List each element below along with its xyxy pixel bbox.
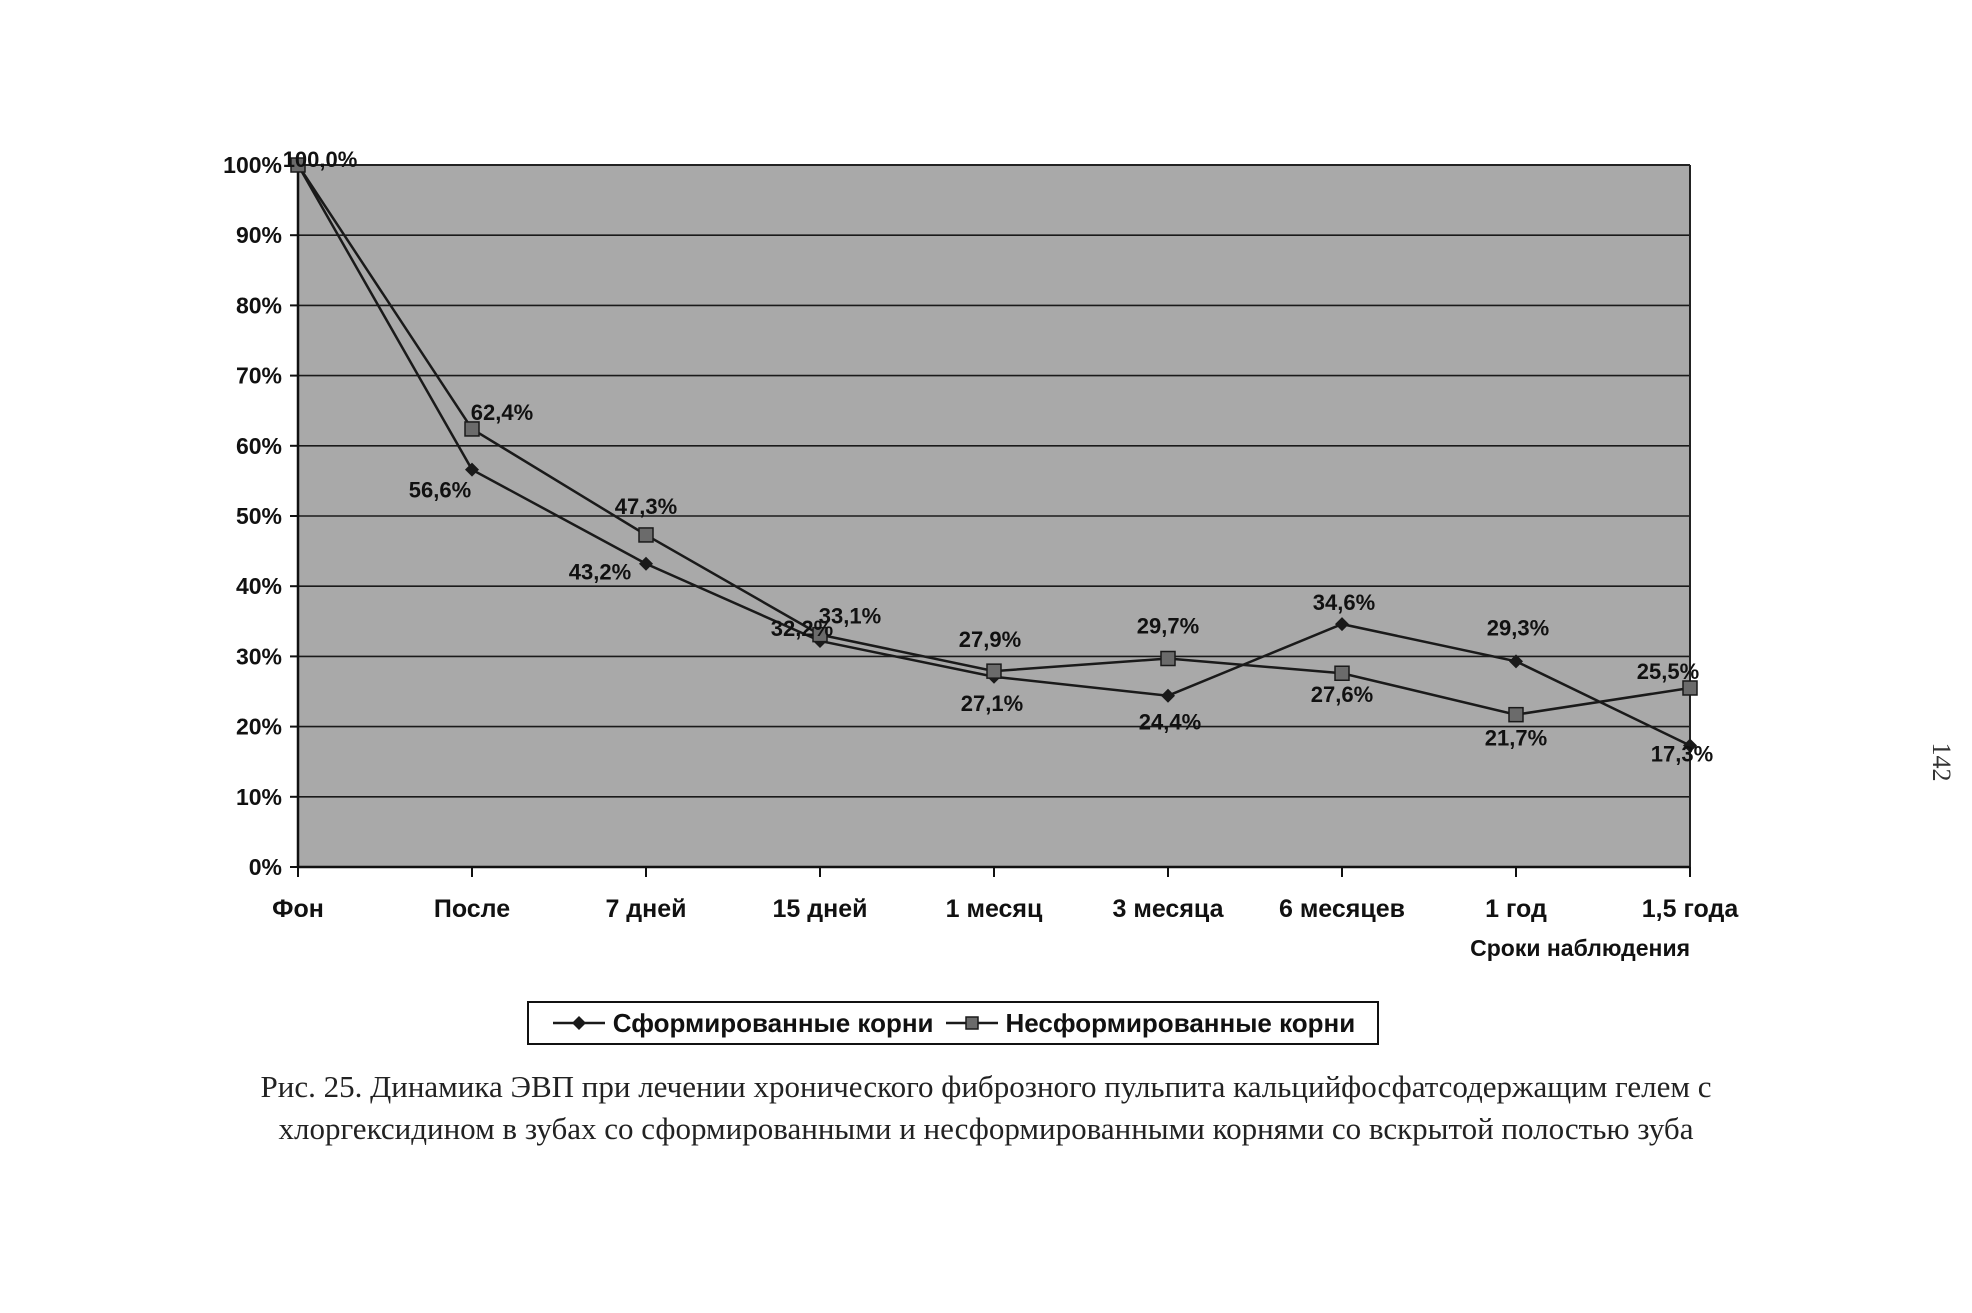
legend-diamond-marker-icon <box>551 1013 607 1033</box>
x-tick-label: 7 дней <box>605 895 687 923</box>
x-tick-label: После <box>433 895 511 923</box>
y-tick-label: 60% <box>235 432 282 459</box>
square-point <box>987 664 1001 678</box>
square-point <box>1335 666 1349 680</box>
x-tick-label: 1 месяц <box>945 895 1043 923</box>
figure-caption <box>120 1066 1852 1150</box>
legend-item-formed <box>551 1008 934 1039</box>
square-point <box>1161 652 1175 666</box>
legend-label-formed: Сформированные корни <box>612 1007 934 1038</box>
y-tick-label: 40% <box>235 573 282 600</box>
y-tick-label: 70% <box>235 362 282 389</box>
data-label: 24,4% <box>1138 709 1202 735</box>
data-label: 100,0% <box>282 147 358 172</box>
data-label: 33,1% <box>818 603 882 629</box>
x-tick-label: 1 год <box>1485 895 1547 923</box>
legend-square-marker-icon <box>944 1013 1000 1033</box>
data-label: 32,2% <box>770 615 834 641</box>
page-number: 142 <box>1927 742 1956 782</box>
x-tick-label: 15 дней <box>772 895 868 923</box>
data-label: 25,5% <box>1636 658 1700 684</box>
y-tick-label: 80% <box>235 292 282 319</box>
data-label: 21,7% <box>1484 725 1548 751</box>
x-tick-label: 3 месяца <box>1112 895 1224 923</box>
data-label: 29,7% <box>1136 613 1200 639</box>
x-tick-label: 6 месяцев <box>1278 895 1406 923</box>
data-label: 27,9% <box>958 627 1022 653</box>
square-point <box>1509 708 1523 722</box>
data-label: 43,2% <box>568 559 632 585</box>
data-label: 27,1% <box>960 690 1024 716</box>
data-label: 29,3% <box>1486 615 1550 641</box>
y-tick-label: 10% <box>235 783 282 810</box>
y-tick-label: 50% <box>235 503 282 529</box>
data-label: 47,3% <box>614 493 678 519</box>
data-label: 62,4% <box>470 399 534 425</box>
x-tick-label: Фон <box>272 895 324 923</box>
legend <box>527 1001 1379 1045</box>
data-label: 17,3% <box>1650 741 1714 767</box>
legend-label-unformed: Несформированные корни <box>1005 1007 1356 1038</box>
y-tick-label: 90% <box>235 222 282 249</box>
data-label: 27,6% <box>1310 682 1374 708</box>
y-tick-label: 20% <box>235 713 282 740</box>
x-tick-label: 1,5 года <box>1641 895 1739 923</box>
data-label: 34,6% <box>1312 590 1376 616</box>
y-tick-labels <box>223 152 282 880</box>
x-axis-title: Сроки наблюдения <box>1470 935 1690 961</box>
y-tick-label: 0% <box>248 854 282 880</box>
y-tick-label: 30% <box>235 643 282 670</box>
x-tick-labels <box>272 895 1739 923</box>
data-label: 56,6% <box>408 477 472 503</box>
legend-item-unformed <box>944 1008 1356 1039</box>
square-point <box>639 528 653 542</box>
y-tick-label: 100% <box>223 152 282 178</box>
caption-line-2: хлоргексидином в зубах со сформированными и несформированными корнями со вскрытой полостью зуба <box>278 1111 1694 1146</box>
caption-line-1: Рис. 25. Динамика ЭВП при лечении хронического фиброзного пульпита кальцийфосфатсодержащим гелем с <box>260 1069 1712 1104</box>
